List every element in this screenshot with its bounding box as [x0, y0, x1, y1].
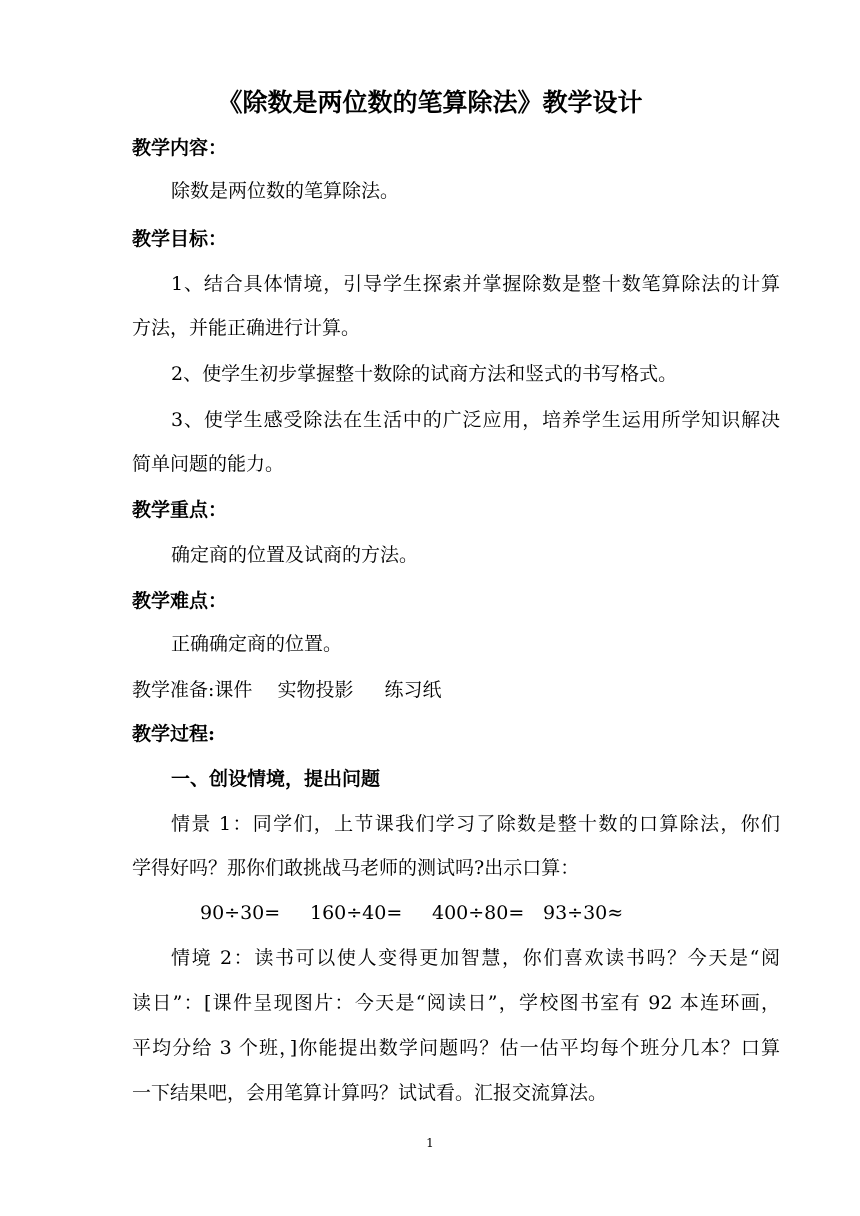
scene-2-line-1: 情境 2：读书可以使人变得更加智慧，你们喜欢读书吗？今天是“阅 [171, 947, 780, 969]
page-number: 1 [426, 1136, 434, 1150]
section-1-heading: 一、创设情境，提出问题 [171, 768, 381, 790]
difficulty-text: 正确确定商的位置。 [171, 633, 343, 655]
formula-1: 90÷30= [200, 902, 281, 924]
formula-4: 93÷30≈ [543, 902, 624, 924]
difficulty-heading: 教学难点： [132, 590, 228, 612]
scene-2-line-2: 读日”：[课件呈现图片：今天是“阅读日”，学校图书室有 92 本连环画， [132, 992, 780, 1014]
key-point-text: 确定商的位置及试商的方法。 [171, 544, 419, 566]
scene-2-line-4: 一下结果吧，会用笔算计算吗？试试看。汇报交流算法。 [132, 1082, 608, 1104]
goal-3-line-2: 简单问题的能力。 [132, 453, 285, 475]
document-title: 《除数是两位数的笔算除法》教学设计 [217, 88, 643, 117]
content-heading: 教学内容： [132, 137, 228, 159]
goal-3-line-1: 3、使学生感受除法在生活中的广泛应用，培养学生运用所学知识解决 [171, 409, 780, 431]
process-heading: 教学过程: [132, 723, 216, 745]
scene-1-line-1: 情景 1：同学们，上节课我们学习了除数是整十数的口算除法，你们 [171, 813, 780, 835]
preparation-line: 教学准备:课件 实物投影 练习纸 [132, 679, 442, 701]
formula-3: 400÷80= [432, 902, 525, 924]
goal-2: 2、使学生初步掌握整十数除的试商方法和竖式的书写格式。 [171, 363, 678, 385]
scene-1-line-2: 学得好吗？那你们敢挑战马老师的测试吗?出示口算： [132, 857, 580, 879]
key-point-heading: 教学重点： [132, 499, 228, 521]
goals-heading: 教学目标： [132, 228, 228, 250]
scene-2-line-3: 平均分给 3 个班，]你能提出数学问题吗？估一估平均每个班分几本？口算 [132, 1037, 780, 1059]
formula-2: 160÷40= [310, 902, 403, 924]
oral-calc-formulas [200, 901, 623, 925]
goal-1-line-2: 方法，并能正确进行计算。 [132, 317, 361, 339]
content-text: 除数是两位数的笔算除法。 [171, 180, 400, 202]
goal-1-line-1: 1、结合具体情境，引导学生探索并掌握除数是整十数笔算除法的计算 [171, 273, 780, 295]
